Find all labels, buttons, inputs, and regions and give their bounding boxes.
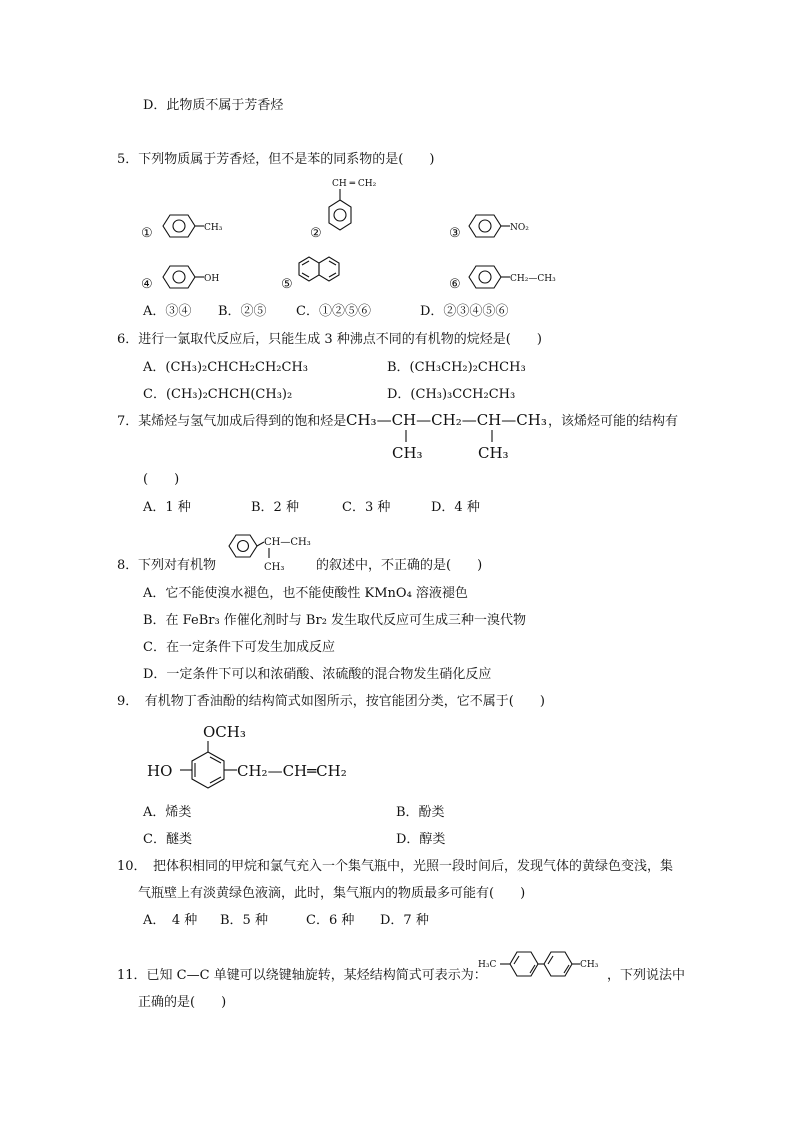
q10-option-c: C．6 种	[306, 913, 355, 928]
naphthalene-ring-icon	[299, 257, 319, 281]
q10-line-1: 10． 把体积相同的甲烷和氯气充入一个集气瓶中，光照一段时间后，发现气体的黄绿色变浅，集	[117, 859, 674, 874]
q5-toluene-structure	[158, 210, 228, 244]
q8-option-a: A．它不能使溴水褪色，也不能使酸性 KMnO₄ 溶液褪色	[143, 586, 468, 601]
q9-chain: CH₂—CH═CH₂	[237, 762, 347, 780]
q7-stem-post: ，该烯烃可能的结构有	[548, 414, 679, 429]
q6-option-d: D．(CH₃)₃CCH₂CH₃	[387, 387, 516, 402]
q9-eugenol-structure	[145, 722, 395, 790]
benzene-ring-icon	[163, 215, 195, 237]
q8-option-c: C．在一定条件下可发生加成反应	[143, 640, 335, 655]
q7-option-b: B．2 种	[251, 500, 299, 515]
q4-option-d: D．此物质不属于芳香烃	[143, 98, 284, 113]
q8-ch3: CH₃	[264, 562, 285, 573]
q5-stem: 5．下列物质属于芳香烃，但不是苯的同系物的是( )	[117, 152, 435, 167]
benzene-ring-icon	[329, 200, 351, 230]
q8-structure	[224, 528, 319, 574]
q6-stem: 6．进行一氯取代反应后，只能生成 3 种沸点不同的有机物的烷烃是( )	[117, 332, 542, 347]
q5-label-5: ⑤	[281, 277, 293, 292]
q7-paren: ( )	[143, 472, 180, 487]
q10-line-2: 气瓶壁上有淡黄绿色液滴，此时，集气瓶内的物质最多可能有( )	[138, 886, 526, 901]
q8-stem-pre: 下列对有机物	[138, 558, 217, 573]
q9-option-b: B．酚类	[396, 805, 445, 820]
q7-option-c: C．3 种	[342, 500, 391, 515]
q7-option-a: A．1 种	[143, 500, 191, 515]
benzene-ring-icon	[469, 215, 501, 237]
q5-naphthalene-structure	[295, 250, 345, 292]
q5-nitrobenzene-structure	[464, 210, 544, 244]
q7-formula: CH₃—CH—CH₂—CH—CH₃	[346, 411, 547, 429]
q10-option-b: B．5 种	[220, 913, 268, 928]
q8-ch-ch3: CH—CH₃	[264, 537, 311, 548]
q5-label-6: ⑥	[449, 277, 461, 292]
q11-ch3: CH₃	[580, 960, 599, 970]
q11-line-2: 正确的是( )	[138, 995, 227, 1010]
q5-styrene-structure	[324, 176, 404, 242]
q6-option-c: C．(CH₃)₂CHCH(CH₃)₂	[143, 387, 293, 402]
q7-stem-pre: 7．某烯烃与氢气加成后得到的饱和烃是	[117, 414, 347, 429]
q8-option-b: B．在 FeBr₃ 作催化剂时与 Br₂ 发生取代反应可生成三种一溴代物	[143, 613, 527, 628]
q5-option-a: A．③④	[143, 304, 192, 319]
q9-option-a: A．烯类	[143, 805, 192, 820]
q6-option-a: A．(CH₃)₂CHCH₂CH₂CH₃	[143, 360, 309, 375]
q8-option-d: D．一定条件下可以和浓硝酸、浓硫酸的混合物发生硝化反应	[143, 667, 492, 682]
q5-4-oh: OH	[204, 274, 220, 284]
q9-stem: 9． 有机物丁香油酚的结构简式如图所示，按官能团分类，它不属于( )	[117, 694, 545, 709]
q9-och3: OCH₃	[203, 723, 246, 741]
q11-stem-pre: 11．已知 C—C 单键可以绕键轴旋转，某烃结构简式可表示为：	[117, 968, 487, 983]
q7-branch-bonds	[340, 428, 560, 462]
q6-option-b: B．(CH₃CH₂)₂CHCH₃	[387, 360, 526, 375]
q5-1-ch3: CH₃	[204, 223, 223, 233]
q5-6-ch2ch3: CH₂—CH₃	[510, 274, 556, 284]
q5-option-c: C．①②⑤⑥	[296, 304, 371, 319]
benzene-ring-icon	[229, 535, 257, 557]
q11-biphenyl-structure	[478, 940, 608, 986]
q5-option-b: B．②⑤	[218, 304, 267, 319]
q9-option-d: D．醇类	[396, 832, 446, 847]
q7-branch-1: CH₃	[392, 444, 423, 462]
q5-ethylbenzene-structure	[464, 261, 574, 295]
q11-h3c: H₃C	[478, 960, 497, 970]
q5-label-1: ①	[141, 226, 153, 241]
q10-option-d: D．7 种	[380, 913, 429, 928]
q10-option-a: A． 4 种	[143, 913, 198, 928]
benzene-ring-icon	[469, 266, 501, 288]
q11-stem-post: ，下列说法中	[607, 968, 686, 983]
q7-option-d: D．4 种	[431, 500, 480, 515]
q8-num: 8．	[117, 558, 139, 573]
benzene-ring-icon	[163, 266, 195, 288]
q5-label-2: ②	[310, 226, 322, 241]
q8-stem-post: 的叙述中，不正确的是( )	[316, 558, 483, 573]
q5-label-3: ③	[449, 226, 461, 241]
q5-label-4: ④	[141, 277, 153, 292]
q5-phenol-structure	[158, 261, 228, 295]
q5-option-d: D．②③④⑤⑥	[420, 304, 509, 319]
q7-branch-2: CH₃	[478, 444, 509, 462]
q5-3-no2: NO₂	[510, 223, 529, 233]
q9-ho: HO	[147, 762, 173, 780]
benzene-ring-icon	[192, 752, 224, 788]
q5-2-ch-ch2: CH ═ CH₂	[332, 179, 377, 189]
q9-option-c: C．醚类	[143, 832, 192, 847]
